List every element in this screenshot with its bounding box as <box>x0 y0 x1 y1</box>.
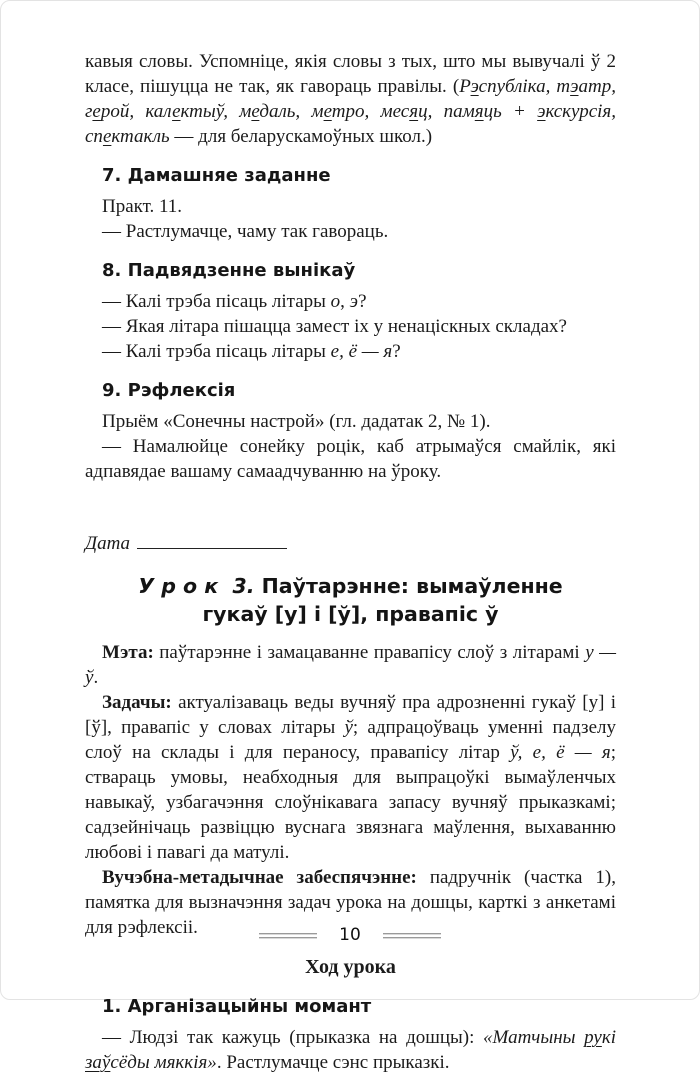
lesson-goal-paragraph: Мэта: паўтарэнне і замацаванне правапісу слоў з літарамі у — ў. <box>85 641 616 688</box>
summary-question-1: — Калі трэба пісаць літары о, э? <box>102 291 367 312</box>
summary-question-3: — Калі трэба пісаць літары е, ё — я? <box>102 341 401 362</box>
footer-ornament-left <box>259 933 317 939</box>
page-number: 10 <box>339 925 361 945</box>
section-heading-summary: 8. Падвядзенне вынікаў <box>102 260 356 281</box>
section-heading-homework: 7. Дамашняе заданне <box>102 165 331 186</box>
date-row <box>85 528 616 556</box>
page-content <box>1 1 699 1075</box>
lesson-tasks-paragraph: Задачы: актуалізаваць веды вучняў пра адрозненні гукаў [у] і [ў], правапіс у словах літары ў; адпрацоўваць уменні падзелу слоў на склады і для пераносу, правапісу літар ў, е, ё — я; ствараць умовы, неабходныя для выпрацоўкі вымаўленчых навыкаў, узбагачэння слоўнікавага запасу вучняў прыказкамі; садзейнічаць развіццю вуснага звязнага маўлення, выхаванню любові і павагі да матулі. <box>85 691 616 863</box>
lesson-title-line2: гукаў [у] і [ў], правапіс ў <box>202 601 499 626</box>
reflection-line-2: — Намалюйце сонейку роцік, каб атрымаўся смайлік, які адпавядае вашаму самаадчуванню на ўроку. <box>85 436 616 482</box>
intro-paragraph: кавыя словы. Успомніце, якія словы з тых, што мы вывучалі ў 2 класе, пішуцца не так, як гавораць правілы. (Рэспубліка, тэатр, герой, калектыў, медаль, метро, месяц, памяць + экскурсія, спектакль — для беларускамоўных школ.) <box>85 51 616 147</box>
reflection-line-1: Прыём «Сонечны настрой» (гл. дадатак 2, № 1). <box>102 411 491 432</box>
lesson-supplies-paragraph: Вучэбна-метадычнае забеспячэнне: падручнік (частка 1), памятка для вызначэння задач урока на дошцы, карткі з анкетамі для рэфлексіі. <box>85 866 616 938</box>
summary-question-2: — Якая літара пішацца замест іх у ненаціскных складах? <box>102 316 567 337</box>
lesson-title <box>85 572 616 628</box>
lesson-title-number: У р о к 3. <box>138 573 255 598</box>
step1-paragraph: — Людзі так кажуць (прыказка на дошцы): «Матчыны рукі заўсёды мяккія». Растлумачце сэнс прыказкі. <box>85 1026 616 1073</box>
section-heading-reflection: 9. Рэфлексія <box>102 380 236 401</box>
course-of-lesson-heading: Ход урока <box>305 955 396 978</box>
homework-exercise-line: Практ. 11. <box>102 196 183 217</box>
lesson-title-text: Паўтарэнне: вымаўленне <box>254 573 563 598</box>
date-label: Дата <box>85 532 131 554</box>
homework-instruction-line: — Растлумачце, чаму так гавораць. <box>102 221 389 242</box>
step1-heading: 1. Арганізацыйны момант <box>102 995 372 1017</box>
date-blank-line <box>137 528 287 549</box>
footer-ornament-right <box>383 933 441 939</box>
page-footer <box>1 927 699 944</box>
